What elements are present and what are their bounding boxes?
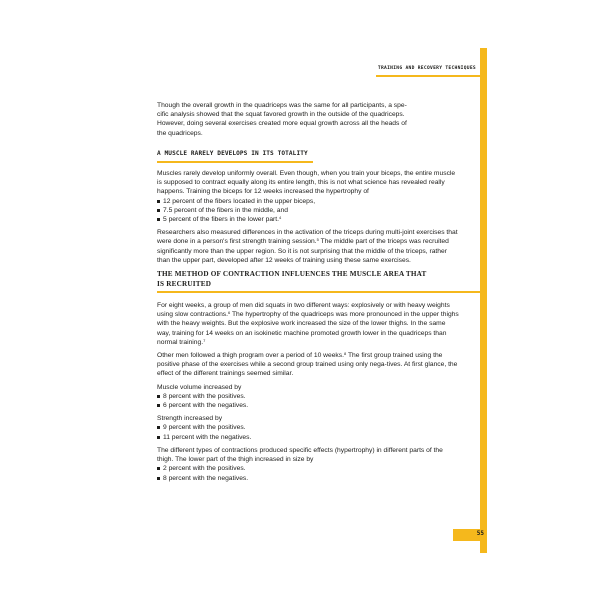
footnote-ref: 7 [203, 337, 206, 343]
intro-paragraph [157, 101, 459, 138]
list-item: 11 percent with the negatives. [157, 433, 459, 442]
intro-line: the quadriceps. [157, 129, 203, 137]
section-heading-line: IS RECRUITED [157, 280, 212, 289]
body-paragraph: Other men followed a thigh program over a period of 10 weeks.$^8$ The first group trained using the positive phase of the exercises while a second group trained using only nega-tives. At first glance, the effect of the different trainings seemed similar. [157, 351, 458, 378]
section-heading-text: A MUSCLE RARELY DEVELOPS IN ITS TOTALITY [157, 149, 308, 157]
section-heading-muscle-develops [157, 149, 459, 163]
intro-line: However, doing several exercises created more equal growth across all the heads of [157, 120, 407, 128]
list-item: 8 percent with the negatives. [157, 474, 459, 483]
list-item: 6 percent with the negatives. [157, 401, 459, 410]
strength-list [157, 423, 459, 441]
footnote-ref: 5 [316, 237, 319, 243]
header-rule [376, 75, 480, 77]
list-item: 8 percent with the positives. [157, 392, 459, 401]
body-paragraph: For eight weeks, a group of men did squats in two different ways: explosively or with heavy weights using slow contractions.$^6$ The hypertrophy of the quadriceps was more pronounced in the upper thighs with the heavy weights. But the explosive work increased the size of the lower thighs. In the same way, training for 14 weeks on an isokinetic machine promoted growth lower in the quadriceps than normal training.$^7$ [157, 302, 459, 346]
body-paragraph: The different types of contractions produced specific effects (hypertrophy) in different parts of the thigh. The lower part of the thigh increased in size by [157, 446, 443, 464]
list-item: 7.5 percent of the fibers in the middle, and [157, 206, 459, 215]
intro-line: cific analysis showed that the squat favored growth in the outside of the quadriceps. [157, 111, 405, 119]
section-heading-rule [157, 291, 480, 293]
running-head: TRAINING AND RECOVERY TECHNIQUES [377, 66, 476, 71]
page-body [157, 101, 459, 487]
page-number: 55 [476, 530, 484, 537]
list-label: Strength increased by [157, 415, 223, 423]
body-paragraph: Muscles rarely develop uniformly overall. Even though, when you train your biceps, the entire muscle is supposed to contract equally along its entire length, this is not what science has revealed really happens. Training the biceps for 12 weeks increased the hypertrophy of [157, 170, 456, 196]
intro-line: Though the overall growth in the quadriceps was the same for all participants, a spe- [157, 102, 407, 109]
list-item: 5 percent of the fibers in the lower part.$^4$ [157, 215, 459, 224]
section-heading-line: THE METHOD OF CONTRACTION INFLUENCES THE MUSCLE AREA THAT [157, 270, 427, 279]
section-heading-contraction-method [157, 269, 459, 293]
section-heading-rule [157, 161, 313, 163]
page-number-tab [453, 529, 487, 541]
body-paragraph: Researchers also measured differences in the activation of the triceps during multi-joint exercises that were done in a person's first strength training session.$^5$ The middle part of the triceps was recruited significantly more than the upper region. So it is not surprising that the middle of the triceps, rather than the upper part, developed after 12 weeks of training using these same exercises. [157, 229, 458, 264]
yellow-side-bar [480, 48, 487, 553]
volume-list [157, 392, 459, 410]
lower-thigh-list [157, 464, 459, 482]
list-label: Muscle volume increased by [157, 383, 242, 391]
footnote-ref: 6 [228, 310, 231, 316]
footnote-ref: 8 [343, 351, 347, 357]
biceps-list [157, 197, 459, 225]
list-item: 9 percent with the positives. [157, 423, 459, 432]
list-item: 12 percent of the fibers located in the upper biceps, [157, 197, 459, 206]
list-item: 2 percent with the positives. [157, 464, 459, 473]
footnote-ref: 4 [278, 215, 282, 221]
